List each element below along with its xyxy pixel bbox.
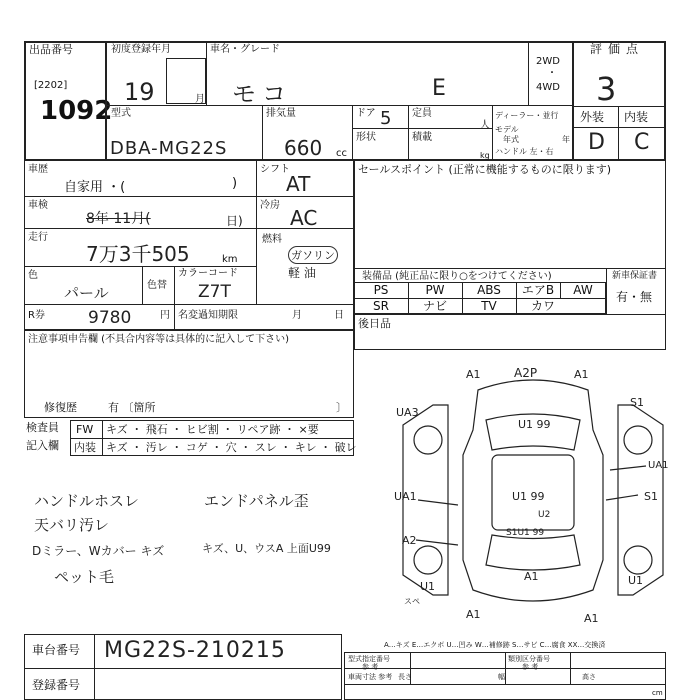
color-label: 色 xyxy=(28,270,38,281)
type-approval-label: 型式指定番号 xyxy=(348,655,390,663)
mark-a1-top-left: A1 xyxy=(466,368,481,381)
inspect-row-label: 検査員 xyxy=(26,421,59,434)
dealer-label: ディーラー・並行 xyxy=(495,111,559,120)
history-close: ) xyxy=(232,176,238,191)
equipment-leather: カワ xyxy=(530,299,555,313)
model-value: DBA-MG22S xyxy=(110,138,228,159)
equipment-ps: PS xyxy=(373,283,389,297)
equipment-tv: TV xyxy=(481,299,497,313)
note-line-6: キズ、U、ウスA 上面U99 xyxy=(202,542,331,555)
lot-number: 1092 xyxy=(40,96,113,126)
mark-a1-bottom-right: A1 xyxy=(584,612,599,625)
capacity-unit: 人 xyxy=(480,120,490,131)
name-change-label: 名変過知期限 xyxy=(178,310,238,321)
ac-value: AC xyxy=(290,206,318,230)
handle-label: ハンドル 左・右 xyxy=(495,147,554,156)
after-label: 後日品 xyxy=(358,317,391,330)
year-label: 年式 xyxy=(503,135,519,144)
kg-unit: kg xyxy=(480,151,490,160)
fuel-label: 燃料 xyxy=(262,234,282,245)
history-label: 車歴 xyxy=(28,164,48,175)
chassis-value: MG22S-210215 xyxy=(104,638,286,663)
drive-dot: ・ xyxy=(547,68,557,79)
score-label: 評価点 xyxy=(590,42,645,56)
equipment-navi: ナビ xyxy=(422,299,447,313)
doors-value: 5 xyxy=(380,108,392,129)
width-label: 幅 xyxy=(498,673,505,681)
drive-4wd: 4WD xyxy=(536,82,560,93)
sales-title: セールスポイント (正常に機能するものに限ります) xyxy=(358,163,612,176)
shift-value: AT xyxy=(286,172,311,196)
reg-label: 登録番号 xyxy=(32,678,81,692)
equipment-pw: PW xyxy=(425,283,445,297)
color-value: パール xyxy=(64,284,109,302)
mark-a1-top-right: A1 xyxy=(574,368,589,381)
damage-legend: A…キズ E…エクボ U…凹み W…補修跡 S…サビ C…腐食 XX…交換済 xyxy=(384,641,606,649)
ref-label: 参 考 xyxy=(362,663,379,671)
displacement-label: 排気量 xyxy=(266,108,296,119)
mark-u1-roof: U1 99 xyxy=(512,490,545,503)
interior-row-label: 内装 xyxy=(74,441,96,454)
note-line-5: エンドパネル歪 xyxy=(204,492,309,510)
recycle-value: 9780 xyxy=(88,308,132,328)
fuel-gas: ガソリン xyxy=(288,246,338,264)
inspection-close: 日) xyxy=(226,214,243,228)
mark-ua1-left: UA1 xyxy=(394,490,417,503)
name-change-day: 日 xyxy=(334,310,344,321)
mark-ua1-right: UA1 xyxy=(648,460,669,471)
fuel-diesel: 軽 油 xyxy=(288,266,316,280)
height-label: 高さ xyxy=(582,673,596,681)
category-label: 類別区分番号 xyxy=(508,655,550,663)
inspection-value: 8年 11月( xyxy=(86,211,151,227)
mark-s1u1: S1U1 99 xyxy=(506,528,545,538)
model-year-label: モデル xyxy=(495,125,519,134)
mileage-value: 7万3千505 xyxy=(86,242,190,266)
mark-s1-right: S1 xyxy=(644,490,658,503)
note-line-2: 天バリ汚レ xyxy=(34,516,110,534)
repair-close: 〕 xyxy=(336,401,347,414)
repair-label: 修復歴 xyxy=(44,401,77,414)
name-grade-label: 車名・グレード xyxy=(210,44,280,55)
sales-frame xyxy=(354,160,666,350)
equipment-title: 装備品 (純正品に限り○をつけてください) xyxy=(362,271,552,282)
mark-a1-rear: A1 xyxy=(524,570,539,583)
model-label: 型式 xyxy=(111,108,131,119)
repair-value: 有 〔箇所 xyxy=(108,401,156,414)
drive-2wd: 2WD xyxy=(536,56,560,67)
note-line-3: Dミラー、Wカバー キズ xyxy=(32,544,165,558)
mileage-label: 走行 xyxy=(28,232,48,243)
lot-code: [2202] xyxy=(34,80,68,91)
recycle-unit: 円 xyxy=(160,310,170,321)
mark-u1-right-rear: U1 xyxy=(628,574,644,587)
capacity-label: 定員 xyxy=(412,108,432,119)
ref2-label: 参 考 xyxy=(522,663,539,671)
interior-items: キズ ・ 汚レ ・ コゲ ・ 穴 ・ スレ ・ キレ ・ 破レ xyxy=(106,441,357,454)
year-unit: 年 xyxy=(562,135,570,144)
mark-u1-hood: U1 99 xyxy=(518,418,551,431)
equipment-sr: SR xyxy=(373,299,389,313)
recycle-label: R券 xyxy=(28,310,45,321)
cm-unit: cm xyxy=(652,689,663,697)
displacement-value: 660 xyxy=(284,136,323,160)
mark-u1-left-rear: U1 xyxy=(420,580,436,593)
color-swap-label: 色替 xyxy=(147,280,167,291)
cc-unit: cc xyxy=(336,148,347,159)
fw-label: FW xyxy=(76,423,94,436)
warranty-value: 有・無 xyxy=(616,290,653,304)
mark-spare: スペ xyxy=(404,597,420,606)
lot-label: 出品番号 xyxy=(29,43,73,56)
score-value: 3 xyxy=(596,70,617,108)
note-row-label: 記入欄 xyxy=(26,439,59,452)
equipment-airbag: エアB xyxy=(521,283,555,297)
mark-ua3: UA3 xyxy=(396,406,419,419)
mark-u2: U2 xyxy=(538,510,551,520)
mark-a2: A2 xyxy=(402,534,417,547)
note-line-1: ハンドルホスレ xyxy=(34,492,140,510)
notes-label: 注意事項申告欄 (不具合内容等は具体的に記入して下さい) xyxy=(28,334,289,345)
exterior-grade: D xyxy=(588,130,605,155)
note-line-4: ペット毛 xyxy=(54,568,115,586)
interior-label: 内装 xyxy=(624,110,649,124)
dims-label: 車両寸法 参考 xyxy=(348,673,393,681)
interior-grade: C xyxy=(634,130,650,155)
fw-items: キズ ・ 飛石 ・ ヒビ割 ・ リペア跡 ・ ×要 xyxy=(106,423,319,436)
doors-label: ドア xyxy=(356,108,376,119)
load-label: 積載 xyxy=(412,132,432,143)
car-name: モコ xyxy=(232,80,292,108)
inspection-label: 車検 xyxy=(28,200,48,211)
equipment-abs: ABS xyxy=(477,283,501,297)
chassis-label: 車台番号 xyxy=(32,643,81,657)
shape-label: 形状 xyxy=(356,132,376,143)
mark-a2p: A2P xyxy=(514,366,538,380)
history-value: 自家用 ・( xyxy=(64,180,126,195)
month-unit: 月 xyxy=(195,94,205,105)
warranty-label: 新車保証書 xyxy=(612,271,658,281)
color-code-label: カラーコード xyxy=(178,268,238,279)
grade: E xyxy=(432,76,446,101)
mark-s1-top: S1 xyxy=(630,396,644,409)
first-reg-label: 初度登録年月 xyxy=(111,44,171,55)
mark-a1-bottom-left: A1 xyxy=(466,608,481,621)
ac-label: 冷房 xyxy=(260,200,280,211)
color-code: Z7T xyxy=(198,282,231,302)
name-change-month: 月 xyxy=(292,310,302,321)
first-reg-year: 19 xyxy=(124,78,155,106)
length-label: 長さ xyxy=(398,673,412,681)
shift-label: シフト xyxy=(260,164,290,175)
exterior-label: 外装 xyxy=(580,110,605,124)
km-unit: km xyxy=(222,254,238,265)
equipment-aw: AW xyxy=(573,283,593,297)
